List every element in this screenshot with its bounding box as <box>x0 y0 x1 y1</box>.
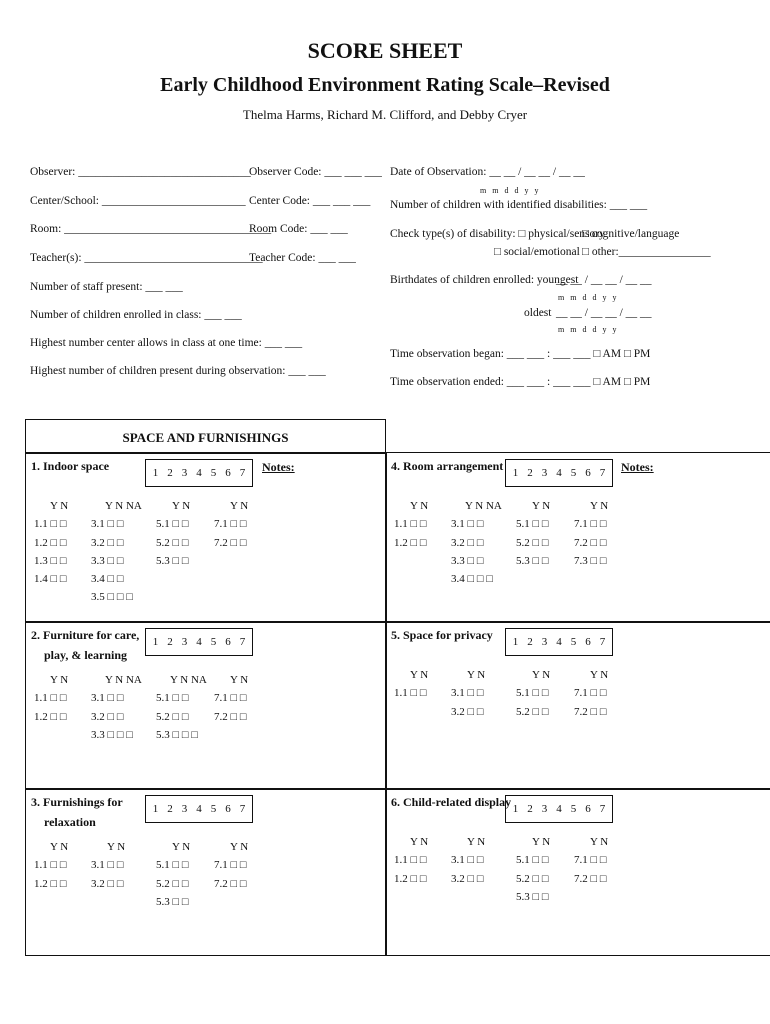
rating-option[interactable]: 3 <box>541 803 548 815</box>
observer-code-field[interactable]: Observer Code: ___ ___ ___ <box>249 166 382 178</box>
enrolled-field[interactable]: Number of children enrolled in class: ___ ___ <box>30 309 242 321</box>
highest-allow-field[interactable]: Highest number center allows in class at one time: ___ ___ <box>30 337 303 349</box>
column-header: Y N <box>172 841 191 853</box>
indicator-row[interactable]: 1.2 □ □ <box>34 536 67 549</box>
rating-option[interactable]: 2 <box>167 467 173 479</box>
indicator-row[interactable]: 1.2 □ □ <box>394 536 427 549</box>
rating-option[interactable]: 5 <box>210 636 217 648</box>
indicator-column <box>91 838 125 893</box>
indicator-row[interactable]: 1.1 □ □ <box>394 687 427 700</box>
indicator-row[interactable]: 3.1 □ □ <box>451 854 484 867</box>
center-field[interactable]: Center/School: _________________________ <box>30 195 246 207</box>
column-header: Y N <box>50 841 69 853</box>
indicator-row[interactable]: 5.2 □ □ <box>156 877 189 890</box>
time-ended-field[interactable]: Time observation ended: ___ ___ : ___ ___ □ AM □ PM <box>390 376 651 388</box>
column-header: Y N <box>230 841 249 853</box>
rating-option[interactable]: 6 <box>585 467 591 479</box>
rating-option[interactable]: 1 <box>512 636 519 648</box>
indicator-row[interactable]: 5.2 □ □ <box>156 710 189 723</box>
rating-option[interactable]: 4 <box>556 803 562 815</box>
column-header: Y N <box>410 669 429 681</box>
column-header: Y N <box>50 674 69 686</box>
column-header: Y N <box>532 836 551 848</box>
indicator-row[interactable]: 7.1 □ □ <box>214 859 247 872</box>
room-field[interactable]: Room: ____________________________________ <box>30 223 272 235</box>
section-title-box <box>25 419 386 454</box>
notes-label: Notes: <box>621 460 654 474</box>
rating-option[interactable]: 4 <box>196 803 202 815</box>
highest-present-field[interactable]: Highest number of children present during observation: ___ ___ <box>30 365 326 377</box>
indicator-row[interactable]: 3.2 □ □ <box>451 705 484 718</box>
column-header: Y N <box>467 836 486 848</box>
rating-option[interactable]: 1 <box>152 467 159 479</box>
column-header: Y N <box>590 500 609 512</box>
indicator-column <box>214 671 248 726</box>
indicator-column <box>516 497 550 570</box>
birth-oldest-format: m m d d y y <box>558 325 619 334</box>
rating-option[interactable]: 1 <box>152 803 159 815</box>
item-title: 5. Space for privacy <box>391 628 493 642</box>
cognitive-checkbox[interactable]: □ cognitive/language <box>582 228 680 240</box>
rating-option[interactable]: 2 <box>167 803 173 815</box>
indicator-row[interactable]: 5.3 □ □ <box>516 890 549 903</box>
indicator-row[interactable]: 5.1 □ □ <box>516 687 549 700</box>
indicator-column <box>574 666 608 721</box>
item-cell <box>25 621 385 781</box>
column-header: Y N <box>107 841 126 853</box>
rating-option[interactable]: 1 <box>512 467 519 479</box>
indicator-column <box>156 671 207 744</box>
indicator-row[interactable]: 7.1 □ □ <box>214 692 247 705</box>
indicator-row[interactable]: 1.2 □ □ <box>34 710 67 723</box>
indicator-row[interactable]: 3.2 □ □ <box>91 536 124 549</box>
indicator-row[interactable]: 3.1 □ □ <box>451 687 484 700</box>
date-format: m m d d y y <box>480 186 541 195</box>
column-header: Y N <box>590 836 609 848</box>
indicator-column <box>156 838 190 911</box>
item-cell <box>385 621 745 781</box>
indicator-row[interactable]: 1.1 □ □ <box>34 518 67 531</box>
item-title: 1. Indoor space <box>31 459 110 473</box>
indicator-row[interactable]: 3.2 □ □ <box>451 536 484 549</box>
authors: Thelma Harms, Richard M. Clifford, and Debby Cryer <box>242 107 528 122</box>
indicator-row[interactable]: 5.3 □ □ <box>156 895 189 908</box>
other-checkbox[interactable]: □ other:________________ <box>582 246 711 258</box>
rating-option[interactable]: 5 <box>570 636 577 648</box>
notes-label: Notes: <box>262 460 295 474</box>
item-title-line2: relaxation <box>44 815 96 829</box>
column-header: Y N <box>50 500 69 512</box>
indicator-column <box>451 497 502 588</box>
page-title: SCORE SHEET <box>307 38 463 63</box>
rating-option[interactable]: 7 <box>239 803 246 815</box>
birth-youngest-label: Birthdates of children enrolled: youngest <box>390 274 579 286</box>
indicator-row[interactable]: 7.2 □ □ <box>574 536 607 549</box>
column-header: Y N <box>410 836 429 848</box>
indicator-row[interactable]: 5.3 □ □ □ <box>156 728 198 741</box>
indicator-row[interactable]: 5.1 □ □ <box>516 518 549 531</box>
item-title: 2. Furniture for care, <box>31 628 140 642</box>
indicator-row[interactable]: 7.1 □ □ <box>214 518 247 531</box>
rating-option[interactable]: 1 <box>512 803 519 815</box>
indicator-row[interactable]: 5.1 □ □ <box>156 859 189 872</box>
indicator-row[interactable]: 7.1 □ □ <box>574 687 607 700</box>
page-subtitle: Early Childhood Environment Rating Scale–Revised <box>160 74 610 96</box>
indicator-column <box>574 833 608 888</box>
indicator-row[interactable]: 5.2 □ □ <box>156 536 189 549</box>
column-header: Y N <box>410 500 429 512</box>
indicator-row[interactable]: 1.2 □ □ <box>394 872 427 885</box>
rating-option[interactable]: 2 <box>527 803 533 815</box>
birth-youngest-field[interactable]: __ __ / __ __ / __ __ <box>556 274 652 286</box>
rating-option[interactable]: 6 <box>585 803 591 815</box>
teachers-field[interactable]: Teacher(s): _______________________________ <box>30 252 263 264</box>
indicator-row[interactable]: 7.2 □ □ <box>214 710 247 723</box>
indicator-row[interactable]: 7.2 □ □ <box>214 877 247 890</box>
indicator-row[interactable]: 5.2 □ □ <box>516 536 549 549</box>
rating-option[interactable]: 6 <box>225 636 231 648</box>
indicator-column <box>516 833 550 906</box>
birth-oldest-label: oldest <box>524 307 552 319</box>
item-cell <box>25 452 385 612</box>
column-header: Y N <box>590 669 609 681</box>
staff-field[interactable]: Number of staff present: ___ ___ <box>30 281 183 293</box>
rating-option[interactable]: 3 <box>541 636 548 648</box>
column-header: Y N <box>172 500 191 512</box>
rating-option[interactable]: 6 <box>585 636 591 648</box>
rating-option[interactable]: 6 <box>225 467 231 479</box>
indicator-row[interactable]: 7.2 □ □ <box>574 705 607 718</box>
column-header: Y N <box>230 674 249 686</box>
teacher-code-field[interactable]: Teacher Code: ___ ___ <box>249 252 356 264</box>
indicator-row[interactable]: 7.1 □ □ <box>574 854 607 867</box>
rating-option[interactable]: 4 <box>196 467 202 479</box>
rating-option[interactable]: 3 <box>541 467 548 479</box>
rating-scale[interactable] <box>145 628 253 656</box>
rating-option[interactable]: 7 <box>599 636 606 648</box>
indicator-row[interactable]: 3.4 □ □ <box>91 573 124 586</box>
indicator-row[interactable]: 1.1 □ □ <box>34 692 67 705</box>
indicator-row[interactable]: 3.1 □ □ <box>91 859 124 872</box>
observer-field[interactable]: Observer: ______________________________ <box>30 166 251 178</box>
item-cell <box>25 788 385 948</box>
indicator-row[interactable]: 3.4 □ □ □ <box>451 573 493 586</box>
time-began-field[interactable]: Time observation began: ___ ___ : ___ ___ □ AM □ PM <box>390 348 651 360</box>
indicator-row[interactable]: 7.1 □ □ <box>574 518 607 531</box>
disabilities-field[interactable]: Number of children with identified disabilities: ___ ___ <box>390 199 648 211</box>
indicator-row[interactable]: 3.2 □ □ <box>91 710 124 723</box>
indicator-row[interactable]: 7.2 □ □ <box>574 872 607 885</box>
indicator-row[interactable]: 5.1 □ □ <box>156 518 189 531</box>
birth-youngest-format: m m d d y y <box>558 293 619 302</box>
indicator-row[interactable]: 5.2 □ □ <box>516 872 549 885</box>
indicator-column <box>214 497 248 552</box>
column-header: Y N <box>230 500 249 512</box>
rating-option[interactable]: 7 <box>599 467 606 479</box>
indicator-column <box>91 671 142 744</box>
birth-oldest-field[interactable]: __ __ / __ __ / __ __ <box>556 307 652 319</box>
indicator-row[interactable]: 3.2 □ □ <box>451 872 484 885</box>
rating-scale[interactable] <box>505 459 613 487</box>
column-header: Y N NA <box>170 674 207 686</box>
indicator-column <box>516 666 550 721</box>
rating-option[interactable]: 4 <box>556 636 562 648</box>
indicator-row[interactable]: 3.1 □ □ <box>91 692 124 705</box>
indicator-column <box>156 497 190 570</box>
rating-option[interactable]: 4 <box>556 467 562 479</box>
indicator-row[interactable]: 3.5 □ □ □ <box>91 591 133 604</box>
indicator-row[interactable]: 1.3 □ □ <box>34 554 67 567</box>
rating-option[interactable]: 2 <box>527 636 533 648</box>
item-title: 6. Child-related display <box>391 795 512 809</box>
indicator-row[interactable]: 1.2 □ □ <box>34 877 67 890</box>
indicator-row[interactable]: 1.1 □ □ <box>34 859 67 872</box>
rating-option[interactable]: 7 <box>239 467 246 479</box>
item-cell <box>385 788 745 948</box>
indicator-column <box>34 671 68 726</box>
indicator-row[interactable]: 1.4 □ □ <box>34 573 67 586</box>
indicator-column <box>34 838 68 893</box>
item-title: 3. Furnishings for <box>31 795 123 809</box>
rating-option[interactable]: 7 <box>599 803 606 815</box>
indicator-row[interactable]: 5.3 □ □ <box>156 554 189 567</box>
rating-option[interactable]: 3 <box>181 467 188 479</box>
column-header: Y N <box>532 500 551 512</box>
indicator-row[interactable]: 1.1 □ □ <box>394 854 427 867</box>
indicator-row[interactable]: 3.3 □ □ □ <box>91 728 133 741</box>
indicator-column <box>91 497 142 607</box>
rating-option[interactable]: 3 <box>181 803 188 815</box>
column-header: Y N <box>467 669 486 681</box>
social-checkbox[interactable]: □ social/emotional <box>494 246 580 258</box>
indicator-row[interactable]: 3.3 □ □ <box>451 554 484 567</box>
column-header: Y N NA <box>105 500 142 512</box>
rating-option[interactable]: 5 <box>570 467 577 479</box>
indicator-column <box>574 497 608 570</box>
indicator-row[interactable]: 7.2 □ □ <box>214 536 247 549</box>
room-code-field[interactable]: Room Code: ___ ___ <box>249 223 348 235</box>
indicator-column <box>214 838 248 893</box>
section-title: SPACE AND FURNISHINGS <box>122 430 289 445</box>
indicator-row[interactable]: 5.3 □ □ <box>516 554 549 567</box>
indicator-row[interactable]: 5.1 □ □ <box>156 692 189 705</box>
rating-option[interactable]: 7 <box>239 636 246 648</box>
indicator-row[interactable]: 5.2 □ □ <box>516 705 549 718</box>
indicator-row[interactable]: 3.1 □ □ <box>451 518 484 531</box>
rating-option[interactable]: 1 <box>152 636 159 648</box>
item-cell <box>385 452 745 612</box>
rating-option[interactable]: 2 <box>527 467 533 479</box>
indicator-column <box>451 666 485 721</box>
item-title-line2: play, & learning <box>44 648 128 662</box>
rating-scale[interactable] <box>505 628 613 656</box>
rating-option[interactable]: 5 <box>210 803 217 815</box>
center-code-field[interactable]: Center Code: ___ ___ ___ <box>249 195 371 207</box>
rating-scale[interactable] <box>505 795 613 823</box>
date-field[interactable]: Date of Observation: __ __ / __ __ / __ __ <box>390 166 585 178</box>
rating-scale[interactable] <box>145 459 253 487</box>
column-header: Y N NA <box>465 500 502 512</box>
indicator-row[interactable]: 3.3 □ □ <box>91 554 124 567</box>
indicator-row[interactable]: 3.1 □ □ <box>91 518 124 531</box>
rating-option[interactable]: 2 <box>167 636 173 648</box>
column-header: Y N NA <box>105 674 142 686</box>
indicator-column <box>394 497 428 552</box>
indicator-row[interactable]: 7.3 □ □ <box>574 554 607 567</box>
item-title: 4. Room arrangement <box>391 459 504 473</box>
column-header: Y N <box>532 669 551 681</box>
indicator-column <box>451 833 485 888</box>
indicator-column <box>394 833 428 888</box>
indicator-row[interactable]: 5.1 □ □ <box>516 854 549 867</box>
indicator-column <box>34 497 68 588</box>
rating-option[interactable]: 6 <box>225 803 231 815</box>
rating-option[interactable]: 5 <box>210 467 217 479</box>
indicator-row[interactable]: 3.2 □ □ <box>91 877 124 890</box>
rating-scale[interactable] <box>145 795 253 823</box>
rating-option[interactable]: 5 <box>570 803 577 815</box>
rating-option[interactable]: 3 <box>181 636 188 648</box>
disability-types[interactable]: Check type(s) of disability: □ physical/sensory <box>390 228 605 240</box>
indicator-column <box>394 666 428 703</box>
indicator-row[interactable]: 1.1 □ □ <box>394 518 427 531</box>
rating-option[interactable]: 4 <box>196 636 202 648</box>
